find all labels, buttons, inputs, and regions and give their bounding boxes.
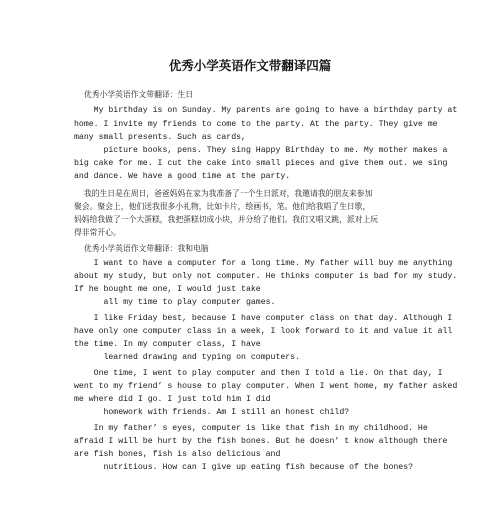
paragraph-line: have only one computer class in a week, I look forward to it and value it all (74, 327, 453, 337)
paragraph-line: One time, I went to play computer and then I told a lie. On that day, I (74, 369, 443, 379)
document-title: 优秀小学英语作文带翻译四篇 (168, 58, 332, 73)
paragraph-line: homework with friends. Am I still an honest child? (74, 408, 350, 418)
paragraph-line: My birthday is on Sunday. My parents are going to have a birthday party at (74, 106, 458, 116)
section-heading: 优秀小学英语作文带翻译：我和电脑 (74, 244, 209, 254)
paragraph-line: nutritious. How can I give up eating fish because of the bones? (74, 463, 414, 473)
paragraph-line: and dance. We have a good time at the party. (74, 171, 291, 181)
paragraph-line: big cake for me. I cut the cake into small pieces and give them out. we sing (74, 158, 448, 168)
paragraph-line: went to my friend’ s house to play computer. When I went home, my father asked (74, 382, 458, 392)
paragraph-line: 妈妈给我做了一个大蛋糕，我把蛋糕切成小块，并分给了他们。我们又唱又跳，派对上玩 (74, 214, 379, 224)
paragraph-line: me where did I go. I just told him I did (74, 395, 271, 405)
paragraph-line: home. I invite my friends to come to the party. At the party. They give me (74, 120, 438, 130)
paragraph-line: all my time to play computer games. (74, 298, 276, 308)
paragraph-line: I want to have a computer for a long time. My father will buy me anything (74, 259, 453, 269)
paragraph-line: learned drawing and typing on computers. (74, 353, 301, 363)
paragraph-line: 得非常开心。 (74, 227, 121, 237)
paragraph-line: 聚会。聚会上，他们送我很多小礼物，比如卡片，绘画书，笔。他们给我唱了生日歌， (74, 201, 371, 211)
paragraph-line: are fish bones, fish is also delicious and (74, 450, 281, 460)
paragraph-line: picture books, pens. They sing Happy Birthday to me. My mother makes a (74, 145, 448, 155)
paragraph-line: In my father’ s eyes, computer is like that fish in my childhood. He (74, 424, 428, 434)
paragraph-line: If he bought me one, I would just take (74, 285, 261, 295)
paragraph-line: I like Friday best, because I have computer class on that day. Although I (74, 314, 453, 324)
paragraph-line: afraid I will be hurt by the fish bones. But he doesn’ t know although there (74, 437, 448, 447)
paragraph-line: 我的生日是在周日，爸爸妈妈在家为我准备了一个生日派对，我邀请我的朋友来参加 (74, 189, 373, 199)
paragraph-line: about my study, but only not computer. He thinks computer is bad for my study. (74, 272, 458, 282)
section-heading: 优秀小学英语作文带翻译：生日 (74, 89, 194, 99)
paragraph-line: the time. In my computer class, I have (74, 340, 261, 350)
paragraph-line: many small presents. Such as cards, (74, 133, 246, 143)
